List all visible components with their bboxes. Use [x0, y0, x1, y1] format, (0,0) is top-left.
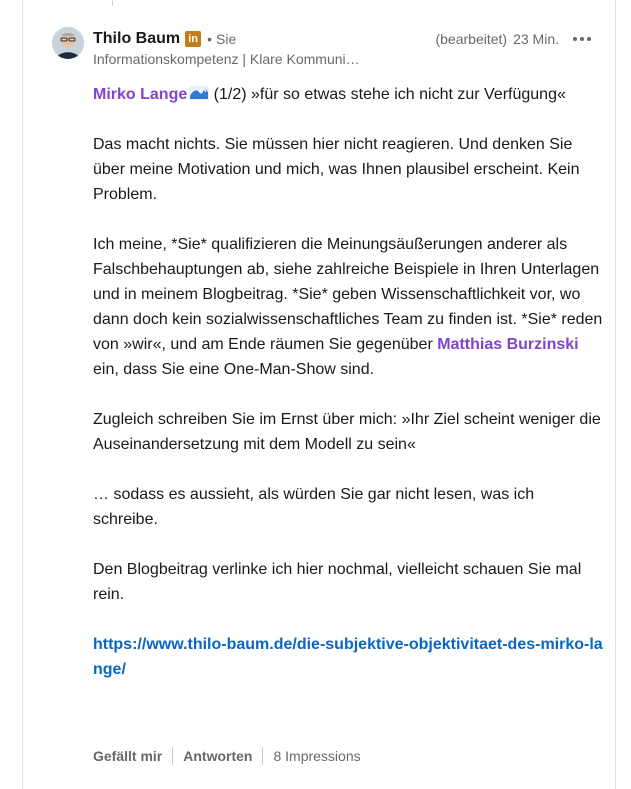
paragraph [93, 632, 603, 682]
paragraph [93, 82, 603, 107]
comment-actions [93, 745, 361, 767]
comment-header [93, 28, 593, 72]
divider [262, 747, 263, 765]
impressions-count: 8 Impressions [273, 748, 361, 764]
paragraph: Den Blogbeitrag verlinke ich hier nochmal, vielleicht schauen Sie mal rein. [93, 561, 582, 603]
mention-link[interactable]: Mirko Lange [93, 86, 188, 103]
paragraph-text: (1/2) »für so etwas stehe ich nicht zur Verfügung« [209, 86, 566, 103]
edited-label: (bearbeitet) [435, 31, 508, 47]
reply-button[interactable]: Antworten [183, 748, 253, 764]
mention-link[interactable]: Matthias Burzinski [437, 336, 579, 353]
author-name[interactable]: Thilo Baum [93, 30, 181, 47]
timestamp: 23 Min. [513, 31, 559, 47]
paragraph: Das macht nichts. Sie müssen hier nicht reagieren. Und denken Sie über meine Motivation und mich, was Ihnen plausibel erscheint. Kein Problem. [93, 136, 580, 203]
paragraph-text: ein, dass Sie eine One-Man-Show sind. [93, 361, 375, 378]
paragraph: … sodass es aussieht, als würden Sie gar nicht lesen, was ich schreibe. [93, 486, 535, 528]
author-headline[interactable]: Informationskompetenz | Klare Kommuni… [93, 51, 360, 67]
ocean-wave-icon [189, 86, 209, 100]
paragraph: Zugleich schreiben Sie im Ernst über mich: »Ihr Ziel scheint weniger die Auseinandersetzung mit dem Modell zu sein« [93, 411, 601, 453]
divider [112, 0, 113, 6]
avatar-image [52, 27, 84, 59]
divider [172, 747, 173, 765]
author-row [93, 28, 236, 50]
comment-meta [435, 28, 593, 50]
author-relation: Sie [216, 31, 237, 47]
thread-border [615, 0, 616, 789]
like-button[interactable]: Gefällt mir [93, 748, 163, 764]
more-options-icon[interactable] [571, 29, 593, 49]
paragraph-text: Ich meine, *Sie* qualifizieren die Meinungsäußerungen anderer als Falschbehauptungen ab, siehe zahlreiche Beispiele in Ihren Unterlagen und in meinem Blogbeitrag. *Sie* geben Wissenschaftlichkeit vor, wo dann doch kein sozialwissenschaftliches Team zu finden ist. *Sie* reden von »wir«, und am Ende räumen Sie gegenüber [93, 236, 603, 353]
linkedin-premium-icon: in [185, 31, 201, 47]
paragraph [93, 232, 603, 382]
thread-line [22, 0, 23, 789]
blog-link[interactable]: https://www.thilo-baum.de/die-subjektive-objektivitaet-des-mirko-lange/ [93, 636, 603, 678]
comment-body [93, 82, 603, 707]
separator-dot: • [207, 31, 213, 47]
avatar[interactable] [52, 27, 84, 59]
